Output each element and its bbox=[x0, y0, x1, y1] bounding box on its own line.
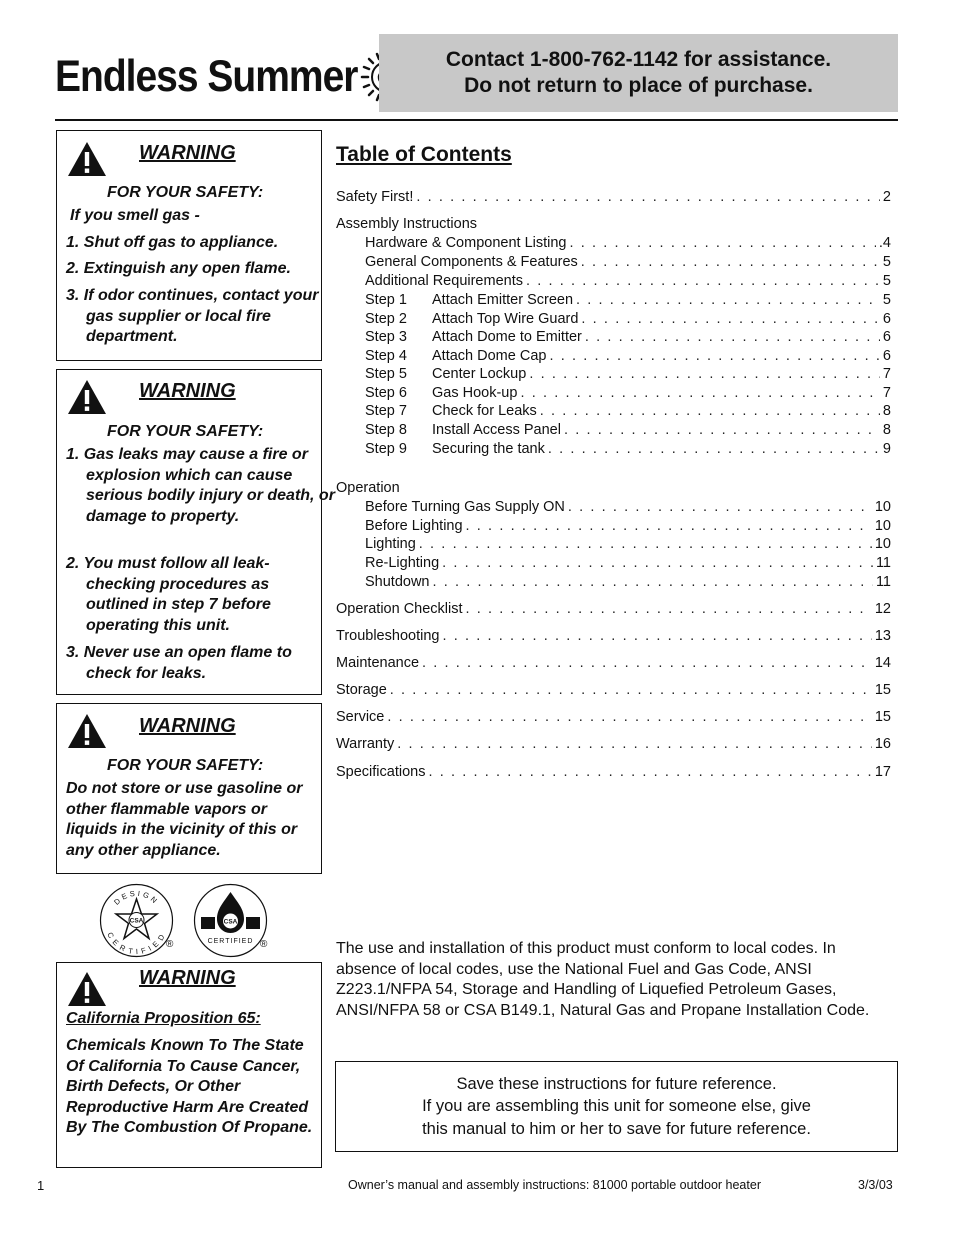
toc-label: Re-Lighting bbox=[365, 555, 440, 571]
toc-entry bbox=[365, 328, 891, 346]
warning-box-3 bbox=[56, 703, 322, 874]
save-line-1: Save these instructions for future reference. bbox=[456, 1074, 777, 1093]
toc-page-number: 7 bbox=[882, 366, 891, 382]
toc-entry bbox=[365, 234, 891, 252]
toc-leader-dots bbox=[422, 654, 872, 672]
toc-page-number: 11 bbox=[875, 555, 891, 571]
save-line-2: If you are assembling this unit for someone else, give bbox=[422, 1097, 811, 1116]
seal-label: CERTIFIED bbox=[207, 938, 254, 945]
toc-label: Service bbox=[336, 709, 385, 725]
toc-label: Gas Hook-up bbox=[432, 385, 518, 401]
toc-step: Step 3 bbox=[365, 329, 407, 345]
toc-page-number: 17 bbox=[874, 764, 891, 780]
toc-leader-dots bbox=[419, 535, 872, 553]
toc-leader-dots bbox=[576, 291, 880, 309]
toc-page-number: 5 bbox=[882, 292, 891, 308]
toc-label: Shutdown bbox=[365, 574, 430, 590]
toc-entry bbox=[365, 440, 891, 458]
toc-leader-dots bbox=[529, 365, 880, 383]
warning-item: 2. You must follow all leak-checking procedures as outlined in step 7 before operating this unit. bbox=[66, 555, 271, 634]
warning-triangle-icon bbox=[67, 379, 107, 415]
toc-entry bbox=[365, 365, 891, 383]
toc-page-number: 5 bbox=[882, 273, 891, 289]
toc-page-number: 16 bbox=[874, 736, 891, 752]
toc-label: Operation bbox=[336, 480, 400, 496]
toc-leader-dots bbox=[548, 440, 880, 458]
toc-label: Troubleshooting bbox=[336, 628, 440, 644]
warning-item: 2. Extinguish any open flame. bbox=[66, 260, 291, 277]
toc-page-number: 13 bbox=[874, 628, 891, 644]
toc-step: Step 5 bbox=[365, 366, 407, 382]
warning-box-2 bbox=[56, 369, 335, 695]
seal-top-text: DESIGN bbox=[112, 888, 161, 907]
toc-leader-dots bbox=[442, 554, 873, 572]
seal-mark: CSA bbox=[223, 918, 238, 926]
toc-entry bbox=[365, 535, 891, 553]
toc-step: Step 1 bbox=[365, 292, 407, 308]
toc-label: Safety First! bbox=[336, 189, 414, 205]
toc-leader-dots bbox=[520, 384, 879, 402]
registered-mark: ® bbox=[260, 939, 268, 950]
warning-title: WARNING bbox=[139, 380, 236, 402]
toc-page-number: 10 bbox=[874, 499, 891, 515]
toc-page-number: 2 bbox=[882, 189, 891, 205]
toc-page-number: 10 bbox=[874, 518, 891, 534]
toc-leader-dots bbox=[581, 253, 880, 271]
toc-page-number: .4 bbox=[878, 235, 891, 251]
toc-leader-dots bbox=[390, 681, 872, 699]
toc-leader-dots bbox=[442, 627, 871, 645]
design-certified-seal bbox=[99, 883, 174, 958]
toc-label: Center Lockup bbox=[432, 366, 527, 382]
warning-title: WARNING bbox=[139, 967, 236, 989]
toc-page-number: 8 bbox=[882, 422, 891, 438]
contact-line-2: Do not return to place of purchase. bbox=[464, 74, 813, 97]
warning-box-4 bbox=[56, 962, 322, 1168]
warning-item: 3. Never use an open flame to check for leaks. bbox=[66, 644, 292, 682]
save-instructions-box bbox=[335, 1061, 898, 1152]
toc-label: Storage bbox=[336, 682, 387, 698]
toc-label: Assembly Instructions bbox=[336, 216, 478, 232]
toc-leader-dots bbox=[581, 310, 880, 328]
certified-seal bbox=[193, 883, 268, 958]
toc-leader-dots bbox=[416, 188, 880, 206]
warning-box-1 bbox=[56, 130, 322, 361]
toc-label: Before Turning Gas Supply ON bbox=[365, 499, 565, 515]
toc-leader-dots bbox=[387, 708, 872, 726]
seal-bottom-text: CERTIFIED bbox=[105, 930, 168, 957]
warning-heading: FOR YOUR SAFETY: bbox=[107, 423, 264, 440]
toc-page-number: 15 bbox=[874, 682, 891, 698]
save-line-3: this manual to him or her to save for future reference. bbox=[422, 1119, 811, 1138]
toc-leader-dots bbox=[549, 347, 879, 365]
toc-leader-dots bbox=[397, 735, 872, 753]
toc-label: Securing the tank bbox=[432, 441, 545, 457]
warning-triangle-icon bbox=[67, 713, 107, 749]
toc-page-number: 7 bbox=[882, 385, 891, 401]
toc-leader-dots bbox=[433, 573, 873, 591]
registered-mark: ® bbox=[166, 939, 174, 950]
toc-entry bbox=[365, 498, 891, 516]
toc-entry bbox=[365, 347, 891, 365]
toc-step: Step 4 bbox=[365, 348, 407, 364]
page-number: 1 bbox=[37, 1178, 45, 1193]
toc-entry bbox=[336, 215, 891, 233]
toc-entry bbox=[336, 627, 891, 645]
toc-page-number: 11 bbox=[875, 574, 891, 590]
toc-entry bbox=[365, 402, 891, 420]
toc-entry bbox=[336, 600, 891, 618]
warning-title: WARNING bbox=[139, 715, 236, 737]
logo-text: Endless Summer bbox=[55, 51, 358, 102]
toc-label: Before Lighting bbox=[365, 518, 463, 534]
warning-triangle-icon bbox=[67, 971, 107, 1007]
toc-entry bbox=[336, 654, 891, 672]
toc-label: Additional Requirements bbox=[365, 273, 523, 289]
toc-page-number: 14 bbox=[874, 655, 891, 671]
toc-page-number: 10 bbox=[874, 536, 891, 552]
toc-label: General Components & Features bbox=[365, 254, 578, 270]
toc-label: Operation Checklist bbox=[336, 601, 463, 617]
warning-body: Do not store or use gasoline or other flammable vapors or liquids in the vicinity of this or any other appliance. bbox=[66, 780, 303, 859]
toc-page-number: 9 bbox=[882, 441, 891, 457]
toc-entry bbox=[336, 708, 891, 726]
toc-page-number: 8 bbox=[882, 403, 891, 419]
toc-label: Install Access Panel bbox=[432, 422, 561, 438]
toc-label: Check for Leaks bbox=[432, 403, 537, 419]
toc-label: Attach Dome to Emitter bbox=[432, 329, 582, 345]
toc-label: Lighting bbox=[365, 536, 416, 552]
warning-item: 3. If odor continues, contact your gas supplier or local fire department. bbox=[66, 287, 319, 345]
toc-page-number: 12 bbox=[874, 601, 891, 617]
toc-step: Step 9 bbox=[365, 441, 407, 457]
toc-title: Table of Contents bbox=[336, 143, 512, 166]
toc-leader-dots bbox=[568, 498, 872, 516]
warning-subtitle: California Proposition 65: bbox=[66, 1010, 261, 1027]
toc-step: Step 2 bbox=[365, 311, 407, 327]
toc-step: Step 6 bbox=[365, 385, 407, 401]
toc-label: Maintenance bbox=[336, 655, 420, 671]
toc-leader-dots bbox=[564, 421, 880, 439]
toc-label: Warranty bbox=[336, 736, 395, 752]
toc-leader-dots bbox=[585, 328, 880, 346]
contact-banner bbox=[379, 34, 898, 112]
toc-entry bbox=[336, 735, 891, 753]
toc-entry bbox=[365, 384, 891, 402]
contact-line-1: Contact 1-800-762-1142 for assistance. bbox=[445, 48, 832, 71]
warning-triangle-icon bbox=[67, 141, 107, 177]
toc-page-number: 6 bbox=[882, 329, 891, 345]
codes-paragraph: The use and installation of this product must conform to local codes. In absence of local codes, use the National Fuel and Gas Code, ANSI Z223.1/NFPA 54, Storage and Handling of Liquefied Petroleum Gases, ANSI/NFPA 58 or CSA B149.1, Natural Gas and Propane Installation Code. bbox=[336, 940, 870, 1019]
toc-leader-dots bbox=[428, 763, 871, 781]
toc-leader-dots bbox=[570, 234, 876, 252]
toc-page-number: 5 bbox=[882, 254, 891, 270]
toc-step: Step 8 bbox=[365, 422, 407, 438]
toc-entry bbox=[365, 310, 891, 328]
toc-label: Specifications bbox=[336, 764, 426, 780]
toc-entry bbox=[365, 573, 891, 591]
warning-heading: FOR YOUR SAFETY: bbox=[107, 184, 264, 201]
toc-entry bbox=[336, 681, 891, 699]
toc-entry bbox=[365, 517, 891, 535]
toc-step: Step 7 bbox=[365, 403, 407, 419]
toc-leader-dots bbox=[526, 272, 880, 290]
document-date: 3/3/03 bbox=[858, 1178, 893, 1192]
toc-entry bbox=[336, 188, 891, 206]
toc-page-number: 15 bbox=[874, 709, 891, 725]
toc-page-number: 6 bbox=[882, 311, 891, 327]
warning-item: 1. Shut off gas to appliance. bbox=[66, 234, 279, 251]
toc-leader-dots bbox=[540, 402, 880, 420]
toc-entry bbox=[365, 272, 891, 290]
toc-label: Attach Top Wire Guard bbox=[432, 311, 579, 327]
toc-entry bbox=[365, 253, 891, 271]
warning-intro: If you smell gas - bbox=[70, 207, 200, 224]
toc-label: Attach Dome Cap bbox=[432, 348, 547, 364]
toc-entry bbox=[365, 421, 891, 439]
toc-leader-dots bbox=[466, 600, 872, 618]
warning-body: Chemicals Known To The State Of California To Cause Cancer, Birth Defects, Or Other Reproductive Harm Are Created By The Combustion Of Propane. bbox=[66, 1037, 313, 1136]
brand-logo bbox=[55, 42, 415, 112]
seal-mark: CSA bbox=[129, 917, 144, 925]
document-title: Owner’s manual and assembly instructions: 81000 portable outdoor heater bbox=[348, 1178, 761, 1192]
toc-leader-dots bbox=[466, 517, 872, 535]
toc-entry bbox=[336, 479, 891, 497]
warning-item: 1. Gas leaks may cause a fire or explosion which can cause serious bodily injury or death, or damage to property. bbox=[66, 446, 335, 525]
toc-entry bbox=[336, 763, 891, 781]
header-rule bbox=[55, 119, 898, 121]
warning-heading: FOR YOUR SAFETY: bbox=[107, 757, 264, 774]
warning-title: WARNING bbox=[139, 142, 236, 164]
toc-label: Attach Emitter Screen bbox=[432, 292, 574, 308]
toc-label: Hardware & Component Listing bbox=[365, 235, 567, 251]
toc-entry bbox=[365, 554, 891, 572]
toc-entry bbox=[365, 291, 891, 309]
toc-page-number: 6 bbox=[882, 348, 891, 364]
